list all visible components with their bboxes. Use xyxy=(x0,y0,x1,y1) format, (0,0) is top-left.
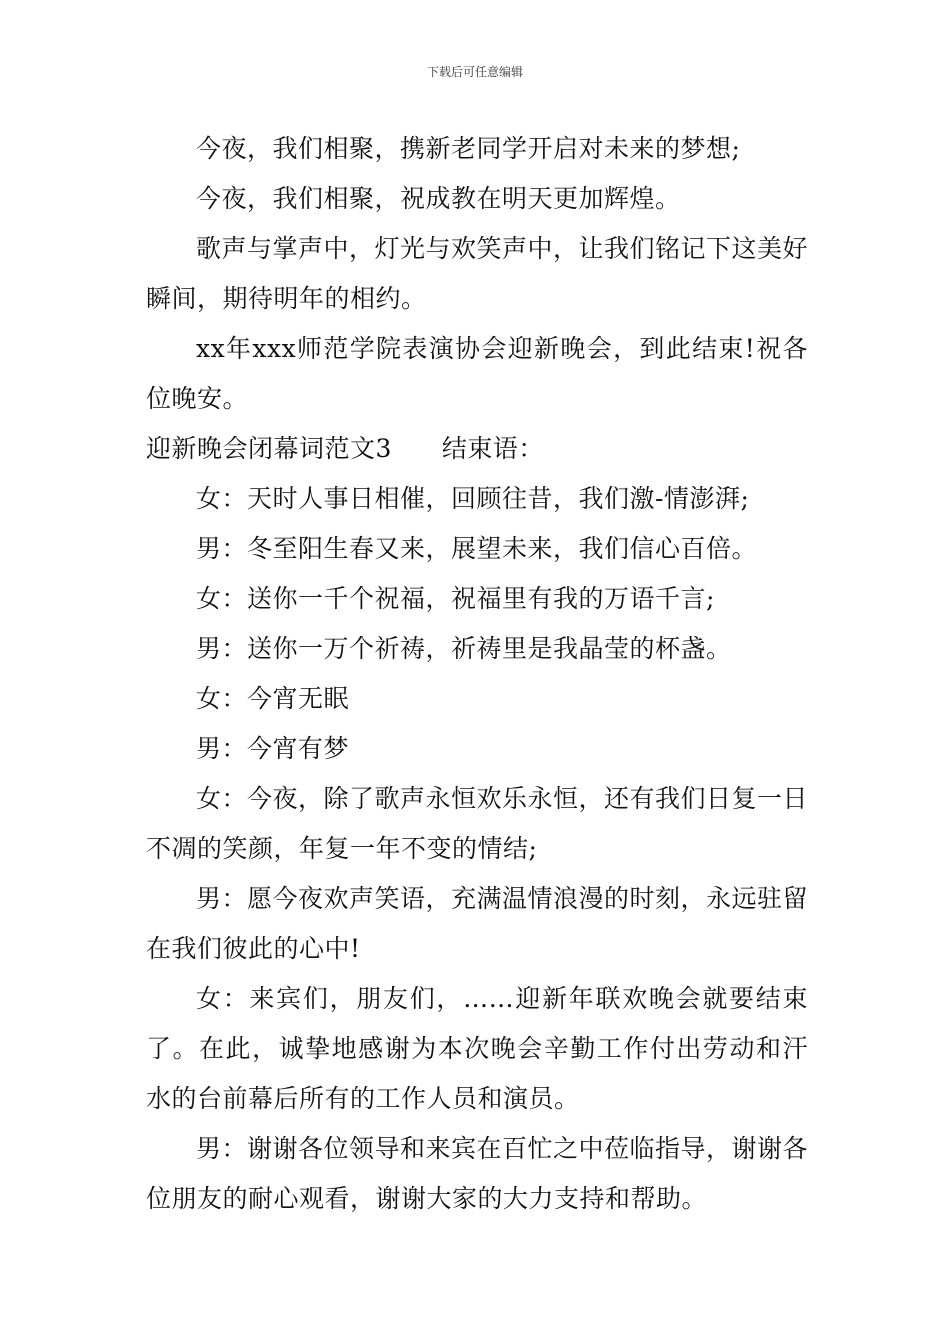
dialogue-line: 女：天时人事日相催，回顾往昔，我们激-情澎湃; xyxy=(196,484,750,513)
section-title: 迎新晚会闭幕词范文3 xyxy=(146,434,392,463)
paragraph: 今夜，我们相聚，祝成教在明天更加辉煌。 xyxy=(196,184,681,213)
section-heading xyxy=(146,424,808,474)
section-subtitle: 结束语： xyxy=(441,434,544,463)
dialogue-line: 男：谢谢各位领导和来宾在百忙之中莅临指导，谢谢各位朋友的耐心观看，谢谢大家的大力支持和帮助。 xyxy=(146,1134,809,1213)
dialogue-line: 男：今宵有梦 xyxy=(196,734,350,763)
dialogue-line: 男：愿今夜欢声笑语，充满温情浪漫的时刻，永远驻留在我们彼此的心中! xyxy=(146,884,809,963)
dialogue-line: 男：送你一万个祈祷，祈祷里是我晶莹的杯盏。 xyxy=(196,634,732,663)
paragraph: 歌声与掌声中，灯光与欢笑声中，让我们铭记下这美好瞬间，期待明年的相约。 xyxy=(146,234,809,313)
dialogue-line: 女：来宾们，朋友们，……迎新年联欢晚会就要结束了。在此，诚挚地感谢为本次晚会辛勤工作付出劳动和汗水的台前幕后所有的工作人员和演员。 xyxy=(146,984,808,1113)
dialogue-line: 女：今夜，除了歌声永恒欢乐永恒，还有我们日复一日不凋的笑颜，年复一年不变的情结; xyxy=(146,784,809,863)
paragraph: xx年xxx师范学院表演协会迎新晚会，到此结束!祝各位晚安。 xyxy=(146,334,808,413)
document-body xyxy=(146,124,808,1224)
dialogue-line: 女：送你一千个祝福，祝福里有我的万语千言; xyxy=(196,584,715,613)
paragraph: 今夜，我们相聚，携新老同学开启对未来的梦想; xyxy=(196,134,741,163)
page-header-note: 下载后可任意编辑 xyxy=(426,65,523,79)
dialogue-line: 男：冬至阳生春又来，展望未来，我们信心百倍。 xyxy=(196,534,758,563)
dialogue-line: 女：今宵无眠 xyxy=(196,684,350,713)
